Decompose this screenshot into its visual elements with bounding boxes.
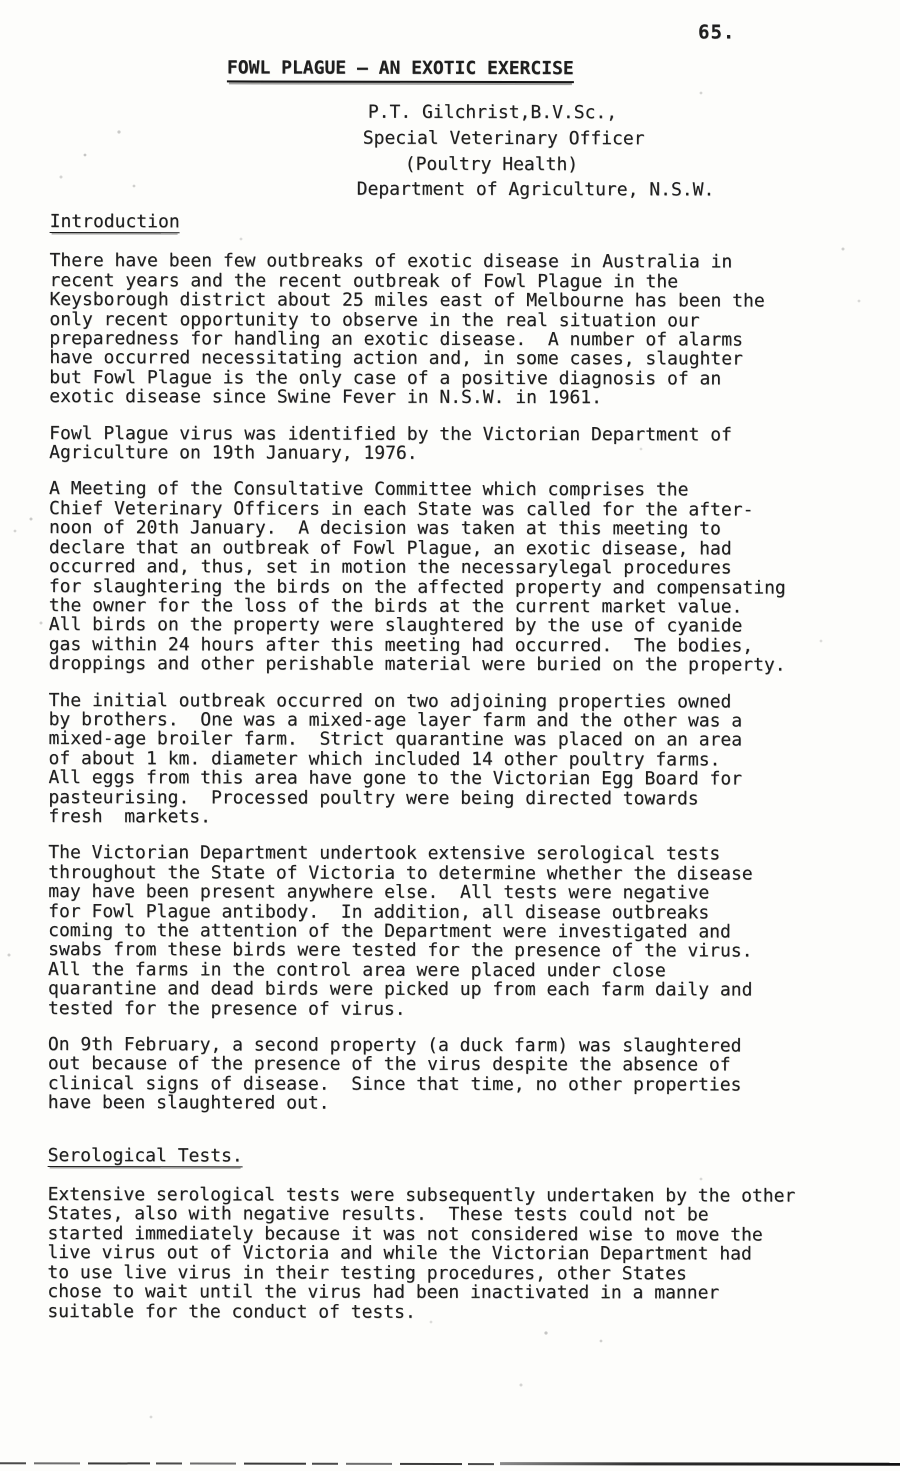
scanner-edge-artifact-solid (500, 1462, 900, 1466)
paragraph: A Meeting of the Consultative Committee which comprises the Chief Veterinary Officers in each State was called for the after- noon of 20th January. A decision was taken at this meeting to declare that an outbreak of Fowl Plague, an exotic disease, had occurred and, thus, set in motion the necessarylegal procedures for slaughtering the birds on the affected property and compensating the owner for the loss of the birds at the current market value. All birds on the property were slaughtered by the use of cyanide gas within 24 hours after this meeting had occurred. The bodies, droppings and other perishable material were buried on the property. (48, 478, 786, 676)
page-number: 65. (697, 21, 736, 44)
paragraph: The initial outbreak occurred on two adjoining properties owned by brothers. One was a mixed-age layer farm and the other was a mixed-age broiler farm. Strict quarantine was placed on an area of about 1 km. diameter which included 14 other poultry farms. All eggs from this area have gone to the Victorian Egg Board for pasteurising. Processed poultry were being directed towards fresh markets. (48, 689, 743, 828)
author-organisation: Department of Agriculture, N.S.W. (356, 179, 715, 201)
paragraph: Extensive serological tests were subsequently undertaken by the other States, also with negative results. These tests could not be started immediately because it was not considered wise to move the live virus out of Victoria and while the Victorian Department had to use live virus in their testing procedures, other States chose to wait until the virus had been inactivated in a manner suitable for the conduct of tests. (47, 1184, 796, 1323)
author-unit: (Poultry Health) (404, 153, 579, 175)
document-title-text: FOWL PLAGUE – AN EXOTIC EXERCISE (227, 57, 574, 83)
author-role: Special Veterinary Officer (362, 127, 645, 150)
document-title (227, 57, 574, 83)
section-heading-introduction: Introduction (49, 211, 180, 233)
author-name: P.T. Gilchrist,B.V.Sc., (367, 101, 618, 124)
paragraph: The Victorian Department undertook extensive serological tests throughout the State of Victoria to determine whether the disease may have been present anywhere else. All tests were negative for Fowl Plague antibody. In addition, all disease outbreaks coming to the attention of the Department were investigated and swabs from these birds were tested for the presence of the virus. All the farms in the control area were placed under close quarantine and dead birds were picked up from each farm daily and tested for the presence of virus. (47, 842, 753, 1020)
scanner-edge-artifact-dashes (0, 1462, 500, 1465)
document-body (47, 212, 839, 1340)
paragraph: There have been few outbreaks of exotic disease in Australia in recent years and the recent outbreak of Fowl Plague in the Keysborough district about 25 miles east of Melbourne has been the only recent opportunity to observe in the real situation our preparedness for handling an exotic disease. A number of alarms have occurred necessitating action and, in some cases, slaughter but Fowl Plague is the only case of a positive diagnosis of an exotic disease since Swine Fever in N.S.W. in 1961. (49, 250, 765, 409)
paragraph: Fowl Plague virus was identified by the Victorian Department of Agriculture on 19th January, 1976. (49, 422, 732, 464)
section-heading-serological-tests: Serological Tests. (47, 1144, 243, 1167)
author-block (357, 100, 715, 204)
paragraph: On 9th February, a second property (a duck farm) was slaughtered out because of the presence of the virus despite the absence of clinical signs of disease. Since that time, no other properties have been slaughtered out. (47, 1034, 742, 1114)
